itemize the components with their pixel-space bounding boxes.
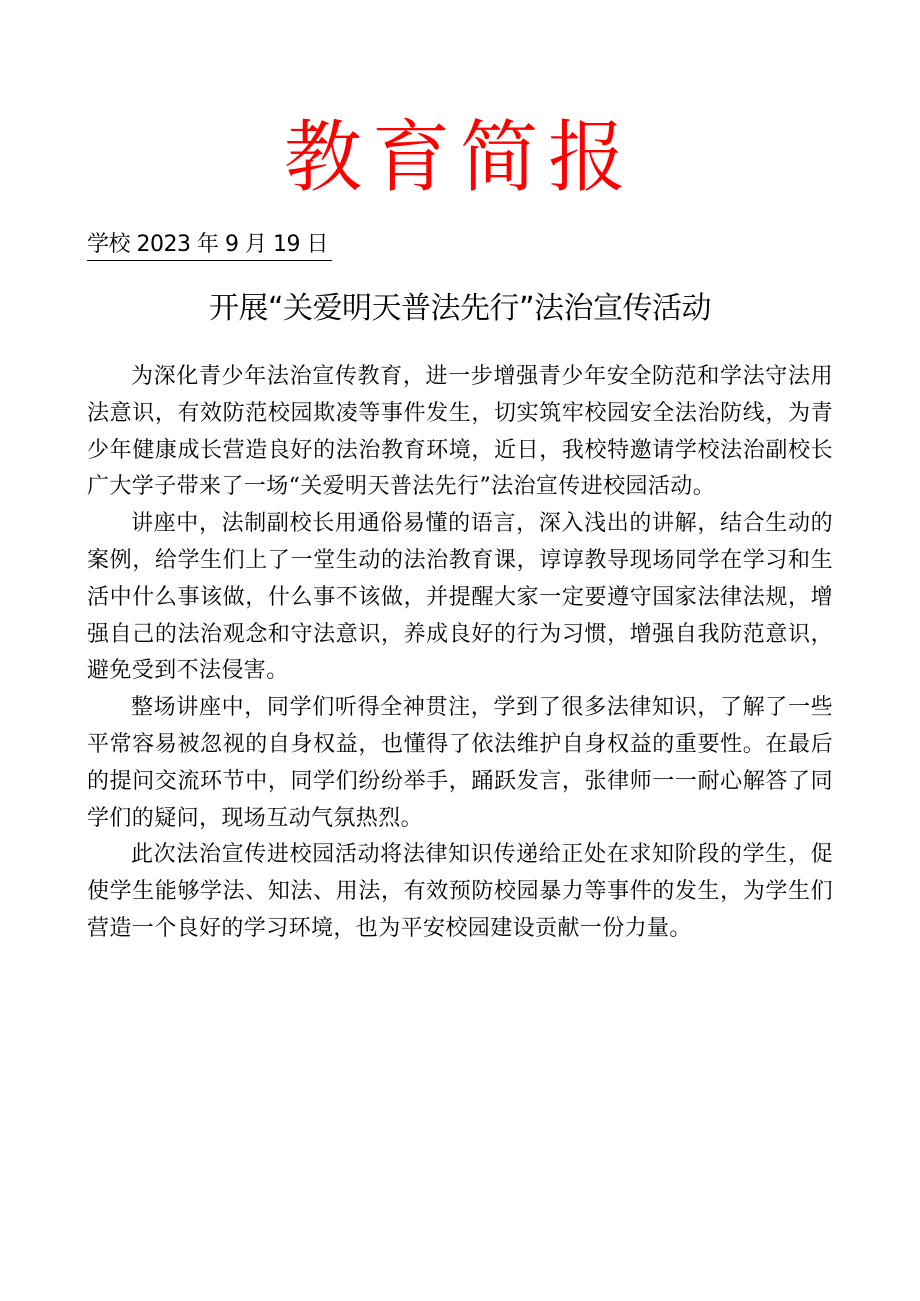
article-headline: 开展“关爱明天普法先行”法治宣传活动 [208,291,712,326]
dateline: 学校 2023 年 9 月 19 日 [87,230,332,261]
article-body [87,359,833,948]
article-paragraph: 整场讲座中，同学们听得全神贯注，学到了很多法律知识，了解了一些平常容易被忽视的自身权益，也懂得了依法维护自身权益的重要性。在最后的提问交流环节中，同学们纷纷举手，踊跃发言，张律师一一耐心解答了同学们的疑问，现场互动气氛热烈。 [87,695,833,831]
article-paragraph: 此次法治宣传进校园活动将法律知识传递给正处在求知阶段的学生，促使学生能够学法、知法、用法，有效预防校园暴力等事件的发生，为学生们营造一个良好的学习环境，也为平安校园建设贡献一份力量。 [87,842,833,941]
masthead-title: 教育简报 [283,113,636,203]
article-paragraph: 讲座中，法制副校长用通俗易懂的语言，深入浅出的讲解，结合生动的案例，给学生们上了一堂生动的法治教育课，谆谆教导现场同学在学习和生活中什么事该做，什么事不该做，并提醒大家一定要遵守国家法律法规，增强自己的法治观念和守法意识，养成良好的行为习惯，增强自我防范意识，避免受到不法侵害。 [87,511,833,684]
article-paragraph: 为深化青少年法治宣传教育，进一步增强青少年安全防范和学法守法用法意识，有效防范校园欺凌等事件发生，切实筑牢校园安全法治防线，为青少年健康成长营造良好的法治教育环境，近日，我校特邀请学校法治副校长广大学子带来了一场“关爱明天普法先行”法治宣传进校园活动。 [87,364,833,500]
